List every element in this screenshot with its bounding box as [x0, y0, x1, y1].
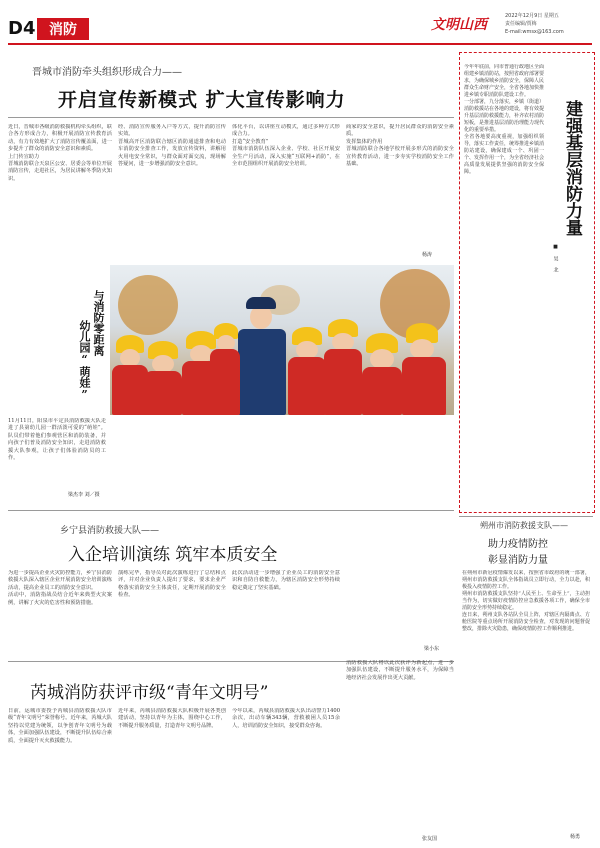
email-line: E-mail:wmsx@163.com: [505, 29, 564, 35]
article3-headline: 芮城消防获评市级“青年文明号”: [30, 683, 269, 703]
article1-headline: 开启宣传新模式 扩大宣传影响力: [58, 89, 346, 111]
sidebar-body: 今年年底前，同市普通行政地区全面组建乡镇消防站，按照省政府部署要求，为确保城乡消防安全，保障人民群众生命财产安全，全省各地加快推进乡镇专职消防队建设工作。 一分部署，九分落实，乡镇（街道）消防救援站在各地的建设，将有效提升基层消防救援能力，补齐农村消防短板，是推进基层消防治理能力现代化的重要举措。 全省各地要高度重视，加强组织领导，落实工作责任，统筹推进乡镇消防站建设，确保建成一个、巩固一个、发挥作用一个，为全省经济社会高质量发展提供坚强的消防安全保障。: [464, 64, 544, 175]
page-number: D4: [8, 18, 36, 39]
photo-vertical-caption-2: 幼儿园“萌娃”: [78, 320, 91, 401]
date-line: 2022年12月9日 星期五: [505, 13, 559, 19]
article3-col3: 今年以来，芮城县消防救援大队出动警力1400余次，出动车辆343辆，营救被困人员15余人，培训消防安全知识，接受群众咨询。: [232, 708, 340, 729]
article4-headline-line1: 助力疫情防控: [488, 539, 548, 550]
article2-headline: 入企培训演练 筑牢本质安全: [68, 545, 278, 565]
section-tag: 消防: [37, 18, 89, 40]
article2-col3: 此次活动进一步增强了企业员工的消防安全意识和自防自救能力，为辖区消防安全形势持续稳定奠定了坚实基础。: [232, 570, 340, 591]
article1-col3: 体化平台，以讲座互动模式，通过多种方式形成合力。 打造“安全教育” 晋城市消防队伍深入企业、学校、社区开展安全生产月活动，深入实施“互联网+消防”，在全市范围组织开展消防安全培训。: [232, 124, 340, 168]
article2-col4: [346, 505, 454, 655]
photo-vertical-caption: 与消防零距离: [92, 290, 105, 356]
sidebar-author: ■ 昊 北: [552, 244, 559, 272]
article3-col2: 近年来，芮城县消防救援大队积极开展各类创建活动，坚持以青年为主体，围绕中心工作，不断提升服务质量，打造青年文明号品牌。: [118, 708, 226, 729]
article1-byline: 杨涛: [422, 252, 433, 258]
article4-body: 在朔州市新冠疫情爆发以来，按照省市政府的统一部署，朔州市消防救援支队全体指战员立即行动，全力以赴，积极投入疫情防控工作。 朔州市消防救援支队坚持“人民至上、生命至上”，主动担当作为，切实做好疫情防控应急救援各项工作，确保全市消防安全形势持续稳定。 连日来，朔州支队各站队全员上阵，对辖区内隔离点、方舱医院等重点场所开展消防安全检查，对发现的问题督促整改，排除火灾隐患，确保疫情防控工作顺利推进。: [462, 570, 590, 632]
article2-kicker: 乡宁县消防救援大队——: [60, 526, 160, 536]
article2-byline: 梁小东: [424, 646, 440, 652]
article3-col1: 日前，运城市委授予芮城县消防救援大队市级“青年文明号”荣誉称号。近年来，芮城大队坚持以党建为统领，以争创青年文明号为载体，全面加强队伍建设，不断提升队伍综合素质，全面提升灭火救援能力。: [8, 708, 112, 744]
article2-col2: 演练完毕，指导员对此次演练进行了总结和点评，并对企业负责人提出了要求，要求企业严格落实消防安全主体责任，定期开展消防安全检查。: [118, 570, 226, 599]
article4-headline-line2: 彰显消防力量: [488, 555, 548, 566]
article1-col4: 商家的安全意识，提升居民群众的消防安全素质。 发挥集体的作用 晋城消防联合各地学校开展多形式的消防安全宣传教育活动，进一步夯实学校消防安全工作基础。: [346, 124, 454, 168]
article1-kicker: 晋城市消防牵头组织形成合力——: [32, 67, 182, 78]
article3-byline: 张友国: [422, 836, 438, 842]
article2-col1: 为进一步提高企业火灾防控能力，乡宁县消防救援大队深入辖区企业开展消防安全培训演练活动，提高企业员工的消防安全意识。 活动中，消防指战员结合近年来典型火灾案例，讲解了火灾的危害性和预防措施。: [8, 570, 112, 606]
kindergarten-photo: [110, 265, 454, 415]
editor-line: 责任编辑/贾梅: [505, 21, 537, 27]
newspaper-logo: 文明山西: [431, 17, 487, 33]
article1-rule: [8, 117, 454, 118]
article3-col4: 消防救援大队将以此次获评为新起点，进一步加强队伍建设，不断提升服务水平，为保障当地经济社会发展作出更大贡献。: [346, 660, 454, 681]
photo-credit: 梁杰李 刘／摄: [68, 492, 100, 498]
article1-col2: 经、消防宣传服务入户等方式，提升消防宣传实效。 晋城高开区消防联合辖区消防通道排查和电动车消防安全排查工作，发放宣传资料，讲解用火用电安全常识，与群众面对面交流，现场解答疑问，进一步增强消防安全意识。: [118, 124, 226, 168]
article4-kicker: 朔州市消防救援支队——: [480, 521, 568, 530]
article1-col1: 近日，晋城市各级消防救援机构牵头组织，联合各方形成合力，积极开展消防宣传教育活动，有力有效地扩大了消防宣传覆盖面，进一步提升了群众的消防安全意识和素质。 上门传宣助力 晋城消防联合天泉区公安、居委会等单位开展消防宣传，走进社区，为居民讲解冬季防火知识。: [8, 124, 112, 182]
article4-byline: 杨勇: [570, 834, 581, 840]
photo-caption: 11月11日，阳泉市平定县消防救援大队走进了县第幼儿园一群活泼可爱的“萌娃”。队员们带着他们参观营区和消防装备，并向孩子们普及消防安全知识，走进消防救援大队参观，让孩子们体验消防员的工作。: [8, 418, 106, 462]
article4-top-rule: [459, 516, 593, 517]
masthead-rule: [8, 43, 592, 45]
sidebar-title: 建强基层消防力量: [562, 100, 582, 236]
